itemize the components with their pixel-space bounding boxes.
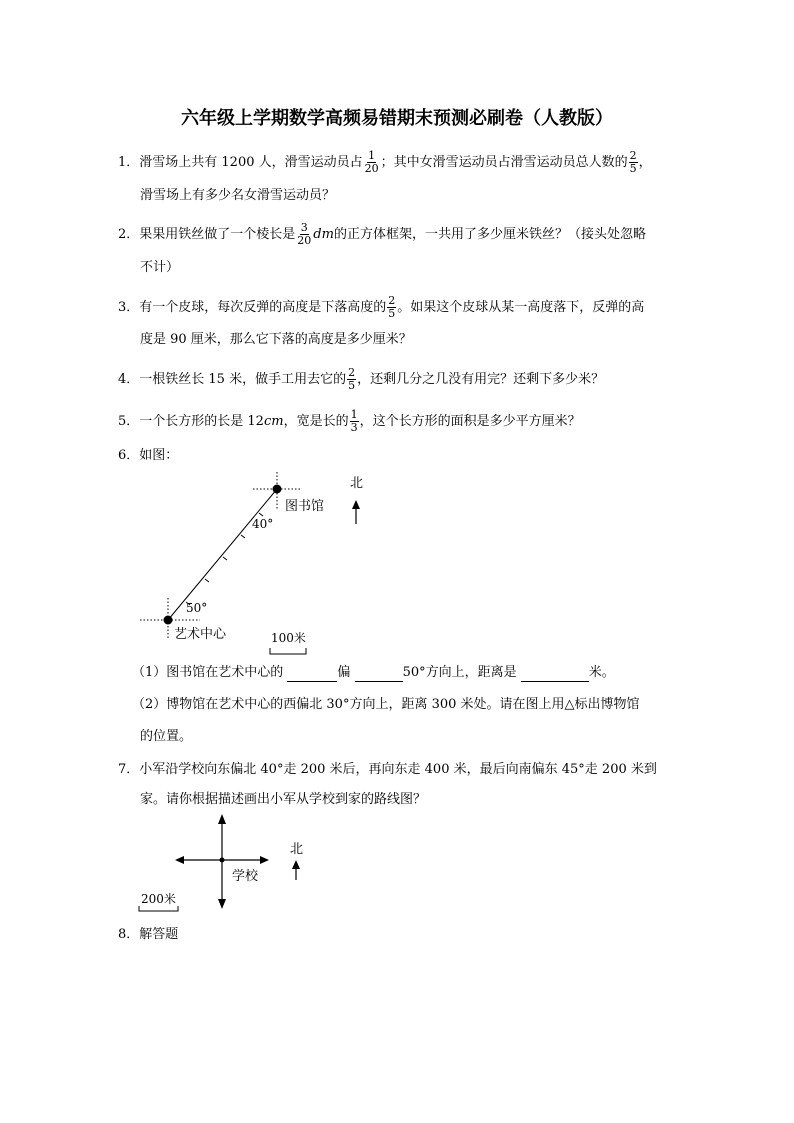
arrow-up-icon <box>218 814 226 824</box>
fraction: $\frac{2}{5}$ <box>388 294 396 320</box>
question-number: 2． <box>118 227 140 242</box>
fraction: $\frac{2}{5}$ <box>348 366 356 392</box>
question-number: 8． <box>118 927 140 942</box>
question-number: 1． <box>118 155 140 170</box>
question-6-sub-2-line-2: 的位置。 <box>140 729 193 744</box>
question-number: 5． <box>118 414 140 429</box>
question-6-sub-1: （1）图书馆在艺术中心的 偏 50°方向上，距离是 米。 <box>132 665 615 680</box>
question-1-line-2: 滑雪场上有多少名女滑雪运动员？ <box>140 188 336 203</box>
question-number: 6． <box>118 448 140 463</box>
question-3-line-2: 度是 90 厘米，那么它下落的高度是多少厘米？ <box>140 332 412 347</box>
scale-label: 100米 <box>271 631 306 645</box>
fraction: $\frac{3}{20}$ <box>297 221 312 247</box>
scale-bar <box>139 906 178 911</box>
north-label: 北 <box>290 842 304 857</box>
question-number: 7． <box>118 762 140 777</box>
question-text: 。如果这个皮球从某一高度落下，反弹的高 <box>397 300 645 315</box>
angle-label-50: 50° <box>186 601 208 615</box>
art-center-point <box>164 616 173 625</box>
school-point <box>220 858 225 863</box>
arrow-left-icon <box>175 856 184 864</box>
question-text: 有一个皮球，每次反弹的高度是下落高度的 <box>139 300 387 315</box>
north-label: 北 <box>350 476 364 491</box>
question-text: 一根铁丝长 15 米，做手工用去它的 <box>139 372 347 387</box>
question-text: 果果用铁丝做了一个棱长是 <box>139 227 296 242</box>
angle-label-40: 40° <box>252 517 274 531</box>
unit: dm <box>313 227 334 242</box>
question-7-line-1 <box>118 761 657 779</box>
north-arrow-icon <box>352 500 360 524</box>
question-number: 3． <box>118 300 140 315</box>
art-center-label: 艺术中心 <box>174 627 227 642</box>
question-6-sub-2-line-1: （2）博物馆在艺术中心的西偏北 30°方向上，距离 300 米处。请在图上用△标出博物馆 <box>132 697 640 712</box>
fraction: $\frac{2}{5}$ <box>629 149 637 175</box>
question-text: ，还剩几分之几没有用完？还剩下多少米？ <box>357 372 605 387</box>
library-point <box>273 485 282 494</box>
answer-blank[interactable] <box>355 681 403 682</box>
route-line <box>168 489 277 620</box>
question-1-line-1: 1．滑雪场上共有 1200 人，滑雪运动员占 $\frac{1}{20}$ ；其中女滑雪运动员占滑雪运动员总人数的 $\frac{2}{5}$ ， <box>118 149 652 175</box>
page-title: 六年级上学期数学高频易错期末预测必刷卷（人教版） <box>181 108 613 129</box>
question-7-line-2: 家。请你根据描述画出小军从学校到家的路线图？ <box>140 792 427 807</box>
unit: cm <box>263 414 284 429</box>
question-text: 解答题 <box>139 927 179 942</box>
question-8-line-1 <box>118 926 178 944</box>
question-text: 小军沿学校向东偏北 40°走 200 米后，再向东走 400 米，最后向南偏东 45°走 200 米到 <box>139 762 657 777</box>
question-number: 4． <box>118 372 140 387</box>
school-label: 学校 <box>232 869 259 884</box>
answer-blank[interactable] <box>521 681 589 682</box>
question-text: ，宽是长的 <box>283 414 349 429</box>
question-2-line-2: 不计） <box>140 260 180 275</box>
question-text: ；其中女滑雪运动员占滑雪运动员总人数的 <box>380 155 628 170</box>
question-text: 滑雪场上共有 1200 人，滑雪运动员占 <box>139 155 363 170</box>
question-text: 如图： <box>139 448 179 463</box>
fraction: $\frac{1}{3}$ <box>350 408 358 434</box>
scale-label: 200米 <box>141 892 176 906</box>
north-arrow-icon <box>292 860 300 880</box>
question-text: 一个长方形的长是 12 <box>139 414 264 429</box>
library-label: 图书馆 <box>285 499 325 514</box>
question-text: 的正方体框架，一共用了多少厘米铁丝？（接头处忽略 <box>333 227 646 242</box>
fraction: $\frac{1}{20}$ <box>364 149 379 175</box>
answer-blank[interactable] <box>287 681 337 682</box>
scale-bar <box>270 648 306 654</box>
arrow-right-icon <box>260 856 269 864</box>
arrow-down-icon <box>218 899 226 909</box>
question-text: ，这个长方形的面积是多少平方厘米？ <box>359 414 581 429</box>
